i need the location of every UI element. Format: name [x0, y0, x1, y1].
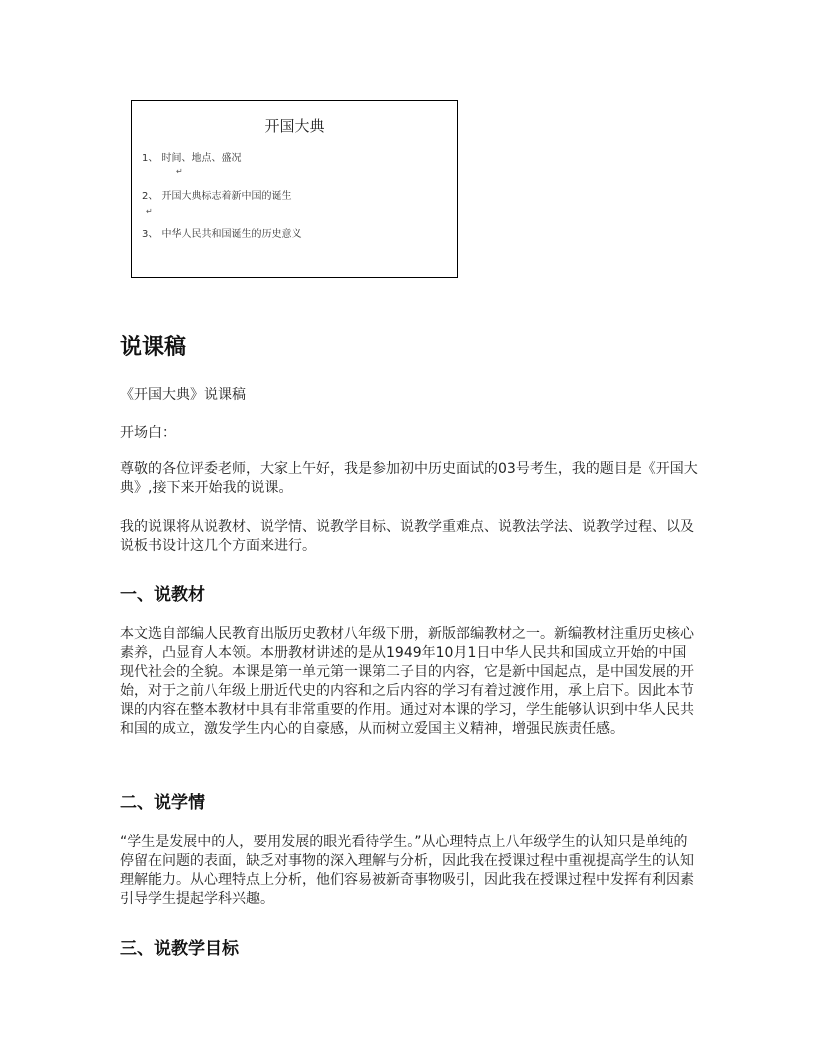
board-item-3: 3、 中华人民共和国诞生的历史意义 [142, 229, 302, 240]
section-heading-objectives: 三、说教学目标 [120, 939, 239, 959]
document-subtitle: 《开国大典》说课稿 [120, 387, 246, 403]
board-item-2: 2、 开国大典标志着新中国的诞生 [142, 191, 292, 202]
students-paragraph: “学生是发展中的人，要用发展的眼光看待学生。”从心理特点上八年级学生的认知只是单纯的停留在问题的表面，缺乏对事物的深入理解与分析，因此我在授课过程中重视提高学生的认知理解能力。从心理特点上分析，他们容易被新奇事物吸引，因此我在授课过程中发挥有利因素引导学生提起学科兴趣。 [120, 834, 694, 907]
outline-paragraph: 我的说课将从说教材、说学情、说教学目标、说教学重难点、说教法学法、说教学过程、以及说板书设计这几个方面来进行。 [120, 519, 694, 554]
board-item-1: 1、 时间、地点、盛况 [142, 153, 242, 164]
opening-label: 开场白： [120, 425, 176, 441]
board-paragraph-mark: ↵ [146, 207, 153, 216]
section-heading-students: 二、说学情 [120, 793, 205, 813]
board-title: 开国大典 [264, 117, 325, 135]
page-title: 说课稿 [120, 335, 187, 360]
board-paragraph-mark: ↵ [176, 167, 183, 176]
blackboard-design-image [131, 100, 458, 278]
section-heading-textbook: 一、说教材 [120, 585, 205, 605]
textbook-paragraph: 本文选自部编人民教育出版历史教材八年级下册，新版部编教材之一。新编教材注重历史核心素养，凸显育人本领。本册教材讲述的是从1949年10月1日中华人民共和国成立开始的中国现代社会的全貌。本课是第一单元第一课第二子目的内容，它是新中国起点，是中国发展的开始，对于之前八年级上册近代史的内容和之后内容的学习有着过渡作用，承上启下。因此本节课的内容在整本教材中具有非常重要的作用。通过对本课的学习，学生能够认识到中华人民共和国的成立，激发学生内心的自豪感，从而树立爱国主义精神，增强民族责任感。 [120, 626, 694, 737]
greeting-paragraph: 尊敬的各位评委老师，大家上午好，我是参加初中历史面试的03号考生，我的题目是《开国大典》,接下来开始我的说课。 [120, 461, 698, 496]
